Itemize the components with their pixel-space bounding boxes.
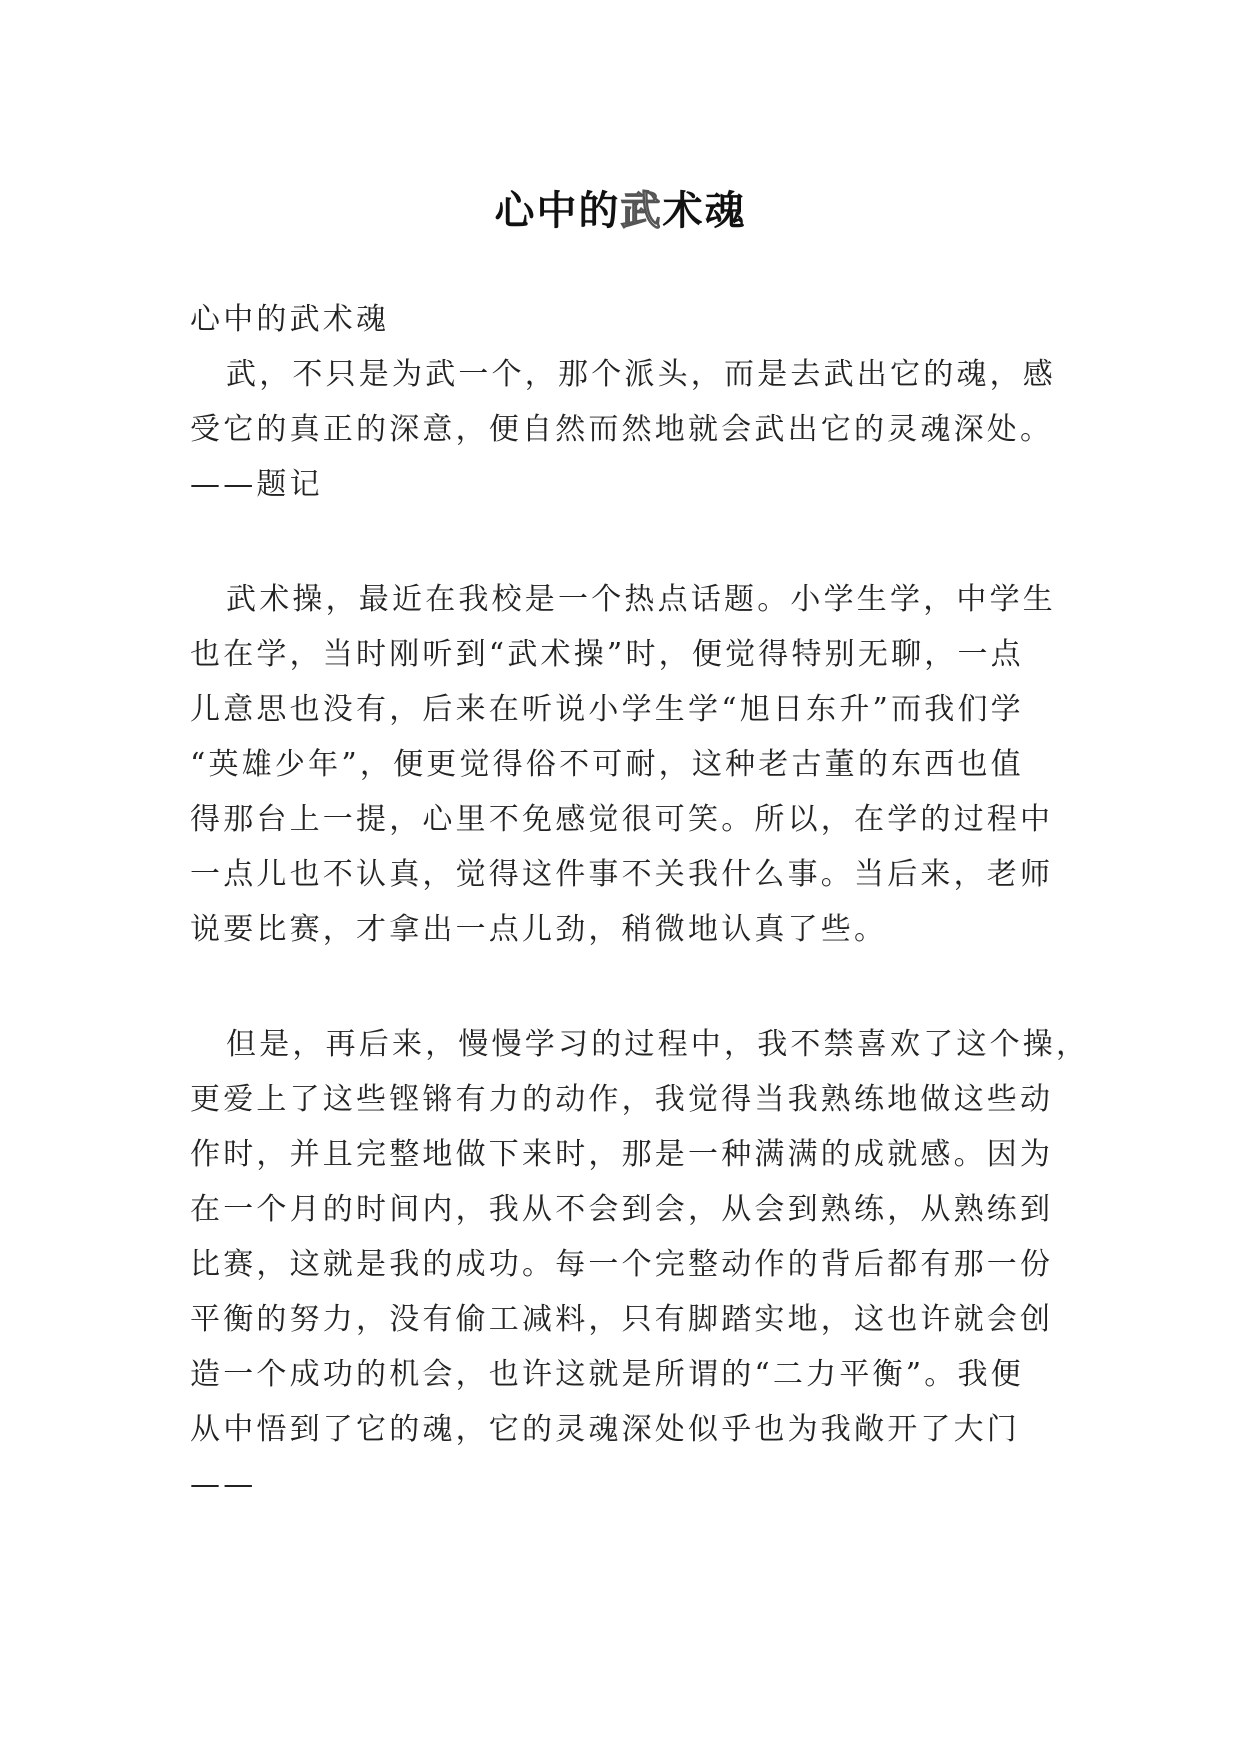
paragraph-1 <box>190 572 1060 957</box>
article-subtitle: 心中的武术魂 <box>190 302 390 337</box>
paragraph-gap <box>190 957 1060 1017</box>
paragraph-gap <box>190 512 1060 572</box>
paragraph-line: 造一个成功的机会，也许这就是所谓的“二力平衡”。我便 <box>190 1357 1024 1392</box>
paragraph-line: 也在学，当时刚听到“武术操”时，便觉得特别无聊，一点 <box>190 637 1024 672</box>
title-part-1: 心中的 <box>494 187 621 234</box>
article-body <box>190 292 1090 1512</box>
title-part-2: 术魂 <box>662 187 747 234</box>
paragraph-line: 作时，并且完整地做下来时，那是一种满满的成就感。因为 <box>190 1137 1054 1172</box>
paragraph-line: 比赛，这就是我的成功。每一个完整动作的背后都有那一份 <box>190 1247 1054 1282</box>
paragraph-line: 但是，再后来，慢慢学习的过程中，我不禁喜欢了这个操， <box>226 1027 1090 1062</box>
paragraph-line: 说要比赛，才拿出一点儿劲，稍微地认真了些。 <box>190 912 888 947</box>
epigraph-line: 武，不只是为武一个，那个派头，而是去武出它的魂，感 <box>226 357 1056 392</box>
epigraph <box>190 347 1060 512</box>
paragraph-line: 从中悟到了它的魂，它的灵魂深处似乎也为我敞开了大门 <box>190 1412 1020 1447</box>
paragraph-line: 一点儿也不认真，觉得这件事不关我什么事。当后来，老师 <box>190 857 1054 892</box>
paragraph-line: 儿意思也没有，后来在听说小学生学“旭日东升”而我们学 <box>190 692 1024 727</box>
paragraph-2 <box>190 1017 1090 1512</box>
epigraph-line: 受它的真正的深意，便自然而然地就会武出它的灵魂深处。 <box>190 412 1054 447</box>
paragraph-line: “英雄少年”，便更觉得俗不可耐，这种老古董的东西也值 <box>190 747 1024 782</box>
title-highlight-char: 武 <box>620 187 663 234</box>
paragraph-line: 更爱上了这些铿锵有力的动作，我觉得当我熟练地做这些动 <box>190 1082 1054 1117</box>
paragraph-line: 在一个月的时间内，我从不会到会，从会到熟练，从熟练到 <box>190 1192 1054 1227</box>
paragraph-line: 得那台上一提，心里不免感觉很可笑。所以，在学的过程中 <box>190 802 1054 837</box>
paragraph-line: 平衡的努力，没有偷工减料，只有脚踏实地，这也许就会创 <box>190 1302 1054 1337</box>
paragraph-line: —— <box>190 1467 257 1502</box>
page-title <box>0 179 1241 236</box>
paragraph-line: 武术操，最近在我校是一个热点话题。小学生学，中学生 <box>226 582 1056 617</box>
epigraph-attribution: ——题记 <box>190 467 323 502</box>
